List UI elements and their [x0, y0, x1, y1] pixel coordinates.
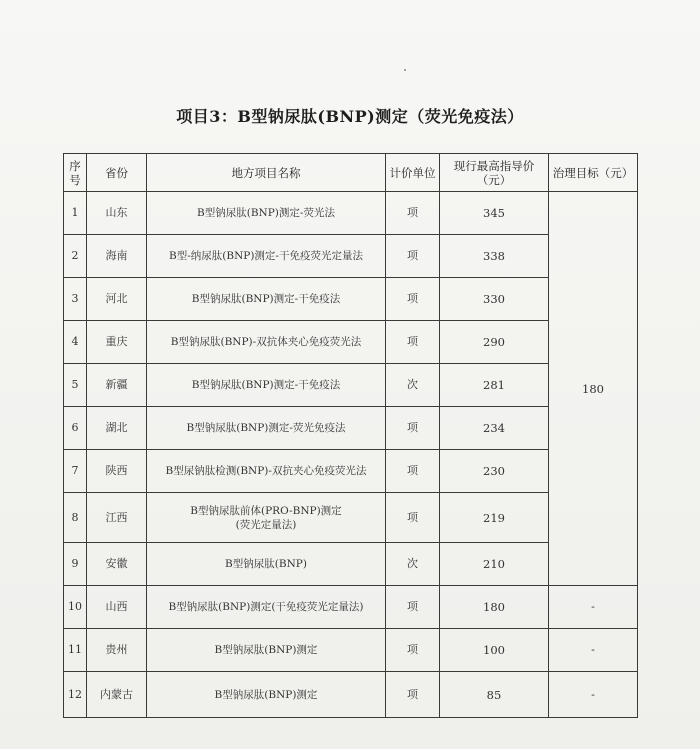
- cell-no: 10: [64, 586, 87, 629]
- cell-province: 重庆: [87, 321, 147, 364]
- cell-unit: 项: [386, 672, 440, 718]
- cell-price: 180: [440, 586, 549, 629]
- cell-province: 河北: [87, 278, 147, 321]
- cell-province: 山西: [87, 586, 147, 629]
- table-row: [64, 629, 638, 672]
- cell-price: 100: [440, 629, 549, 672]
- cell-price: 210: [440, 543, 549, 586]
- cell-price: 330: [440, 278, 549, 321]
- cell-no: 2: [64, 235, 87, 278]
- cell-province: 山东: [87, 192, 147, 235]
- cell-item-name: B型钠尿肽(BNP)测定-荧光免疫法: [147, 407, 386, 450]
- cell-province: 安徽: [87, 543, 147, 586]
- cell-price: 345: [440, 192, 549, 235]
- cell-no: 1: [64, 192, 87, 235]
- header-no: 序号: [64, 154, 87, 192]
- cell-item-name: B型尿钠肽检测(BNP)-双抗夹心免疫荧光法: [147, 450, 386, 493]
- header-price: 现行最高指导价（元）: [440, 154, 549, 192]
- cell-item-name: B型钠尿肽(BNP)-双抗体夹心免疫荧光法: [147, 321, 386, 364]
- header-province: 省份: [87, 154, 147, 192]
- cell-unit: 项: [386, 586, 440, 629]
- cell-no: 9: [64, 543, 87, 586]
- table-row: [64, 192, 638, 235]
- cell-price: 85: [440, 672, 549, 718]
- cell-price: 219: [440, 493, 549, 543]
- cell-price: 290: [440, 321, 549, 364]
- cell-no: 7: [64, 450, 87, 493]
- cell-province: 湖北: [87, 407, 147, 450]
- cell-item-name: B型钠尿肽(BNP)测定(干免疫荧光定量法): [147, 586, 386, 629]
- header-target: 治理目标（元）: [549, 154, 638, 192]
- cell-item-name: B型钠尿肽(BNP)测定: [147, 672, 386, 718]
- cell-province: 新疆: [87, 364, 147, 407]
- cell-price: 234: [440, 407, 549, 450]
- cell-item-name: B型钠尿肽(BNP): [147, 543, 386, 586]
- cell-no: 6: [64, 407, 87, 450]
- cell-target: -: [549, 672, 638, 718]
- cell-province: 贵州: [87, 629, 147, 672]
- price-table: [63, 153, 638, 718]
- document-title: 项目3：B型钠尿肽(BNP)测定（荧光免疫法）: [176, 107, 524, 126]
- cell-item-name: B型钠尿肽(BNP)测定: [147, 629, 386, 672]
- cell-item-name: B型钠尿肽(BNP)测定-干免疫法: [147, 278, 386, 321]
- cell-target: -: [549, 586, 638, 629]
- cell-price: 281: [440, 364, 549, 407]
- table-row: [64, 672, 638, 718]
- cell-unit: 项: [386, 192, 440, 235]
- item-name-line1: B型钠尿肽前体(PRO-BNP)测定: [190, 504, 342, 517]
- cell-price: 230: [440, 450, 549, 493]
- header-unit: 计价单位: [386, 154, 440, 192]
- table-header-row: [64, 154, 638, 192]
- cell-province: 陕西: [87, 450, 147, 493]
- cell-item-name: B型钠尿肽(BNP)测定-干免疫法: [147, 364, 386, 407]
- cell-price: 338: [440, 235, 549, 278]
- cell-merged-target: 180: [549, 192, 638, 586]
- cell-unit: 项: [386, 407, 440, 450]
- cell-unit: 项: [386, 278, 440, 321]
- cell-item-name: B型钠尿肽(BNP)测定-荧光法: [147, 192, 386, 235]
- cell-target: -: [549, 629, 638, 672]
- cell-item-name: [147, 493, 386, 543]
- header-item-name: 地方项目名称: [147, 154, 386, 192]
- cell-unit: 项: [386, 321, 440, 364]
- item-name-line2: (荧光定量法): [235, 518, 297, 531]
- cell-no: 4: [64, 321, 87, 364]
- cell-unit: 项: [386, 450, 440, 493]
- cell-province: 内蒙古: [87, 672, 147, 718]
- cell-unit: 次: [386, 543, 440, 586]
- cell-province: 海南: [87, 235, 147, 278]
- cell-unit: 次: [386, 364, 440, 407]
- cell-item-name: B型-纳尿肽(BNP)测定-干免疫荧光定量法: [147, 235, 386, 278]
- cell-unit: 项: [386, 629, 440, 672]
- cell-unit: 项: [386, 493, 440, 543]
- cell-no: 12: [64, 672, 87, 718]
- scan-speck: [404, 69, 406, 71]
- cell-unit: 项: [386, 235, 440, 278]
- table-row: [64, 586, 638, 629]
- cell-no: 8: [64, 493, 87, 543]
- cell-no: 11: [64, 629, 87, 672]
- cell-province: 江西: [87, 493, 147, 543]
- cell-no: 5: [64, 364, 87, 407]
- cell-no: 3: [64, 278, 87, 321]
